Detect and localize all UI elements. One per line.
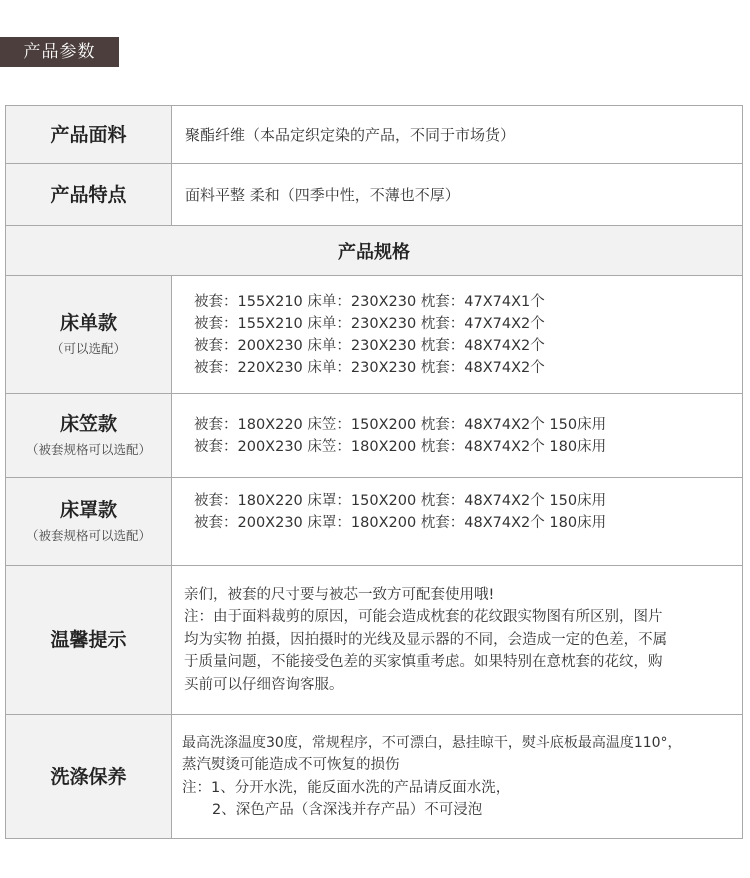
spec-line: 被套：180X220 床笠：150X200 枕套：48X74X2个 150床用 [194,416,607,433]
spec-line: 被套：200X230 床笠：180X200 枕套：48X74X2个 180床用 [194,438,607,455]
care-line: 注：1、分开水洗，能反面水洗的产品请反面水洗， [182,779,511,796]
value-cell [172,478,743,566]
table-row-sheet [6,276,743,394]
value-cell [172,276,743,394]
label-cell [6,106,172,164]
spec-line: 被套：180X220 床罩：150X200 枕套：48X74X2个 150床用 [194,493,607,509]
table-row-fitted [6,394,743,478]
row-label-cover: 床罩款 [59,499,117,521]
value-cell [172,394,743,478]
tips-line: 均为实物 拍摄，因拍摄时的光线及显示器的不同，会造成一定的色差，不属 [184,631,668,648]
table-row-spec-title [6,226,743,276]
section-tag: 产品参数 [0,37,119,67]
value-cell [172,715,743,839]
label-cell [6,715,172,839]
row-label-feature: 产品特点 [50,183,127,206]
spec-line: 被套：220X230 床单：230X230 枕套：48X74X2个 [194,359,545,376]
label-cell [6,164,172,226]
row-label-fabric: 产品面料 [50,123,127,146]
row-label-care: 洗涤保养 [50,765,127,788]
table-row-cover [6,478,743,566]
care-line: 蒸汽熨烫可能造成不可恢复的损伤 [182,757,400,773]
spec-section-title: 产品规格 [6,226,743,276]
value-cell [172,106,743,164]
spec-line: 被套：200X230 床单：230X230 枕套：48X74X2个 [194,337,545,354]
tips-line: 于质量问题，不能接受色差的买家慎重考虑。如果特别在意枕套的花纹，购 [184,654,663,671]
row-sublabel-fitted: （被套规格可以选配） [25,442,151,457]
spec-line: 被套：200X230 床罩：180X200 枕套：48X74X2个 180床用 [194,515,607,531]
fabric-value: 聚酯纤维（本品定织定染的产品，不同于市场货） [185,126,516,144]
row-label-sheet: 床单款 [59,312,117,334]
label-cell [6,566,172,715]
table-row-care [6,715,743,839]
label-cell [6,394,172,478]
tips-line: 买前可以仔细咨询客服。 [184,676,344,693]
row-label-tips: 温馨提示 [50,629,127,651]
feature-value: 面料平整 柔和（四季中性，不薄也不厚） [185,186,460,204]
spec-line: 被套：155X210 床单：230X230 枕套：47X74X1个 [194,293,545,310]
value-cell [172,566,743,715]
tips-line: 亲们，被套的尺寸要与被芯一致方可配套使用哦! [184,586,495,603]
row-sublabel-cover: （被套规格可以选配） [25,528,151,543]
value-cell [172,164,743,226]
spec-table [5,105,743,839]
label-cell [6,478,172,566]
label-cell [6,276,172,394]
row-sublabel-sheet: （可以选配） [50,341,126,356]
tips-line: 注：由于面料裁剪的原因，可能会造成枕套的花纹跟实物图有所区别，图片 [184,609,663,626]
spec-line: 被套：155X210 床单：230X230 枕套：47X74X2个 [194,315,545,332]
care-line: 2、深色产品（含深浅并存产品）不可浸泡 [212,802,483,818]
table-row-fabric [6,106,743,164]
care-line: 最高洗涤温度30度，常规程序，不可漂白，悬挂晾干，熨斗底板最高温度110°， [182,734,682,751]
table-row-feature [6,164,743,226]
row-label-fitted: 床笠款 [59,413,117,435]
table-row-tips [6,566,743,715]
